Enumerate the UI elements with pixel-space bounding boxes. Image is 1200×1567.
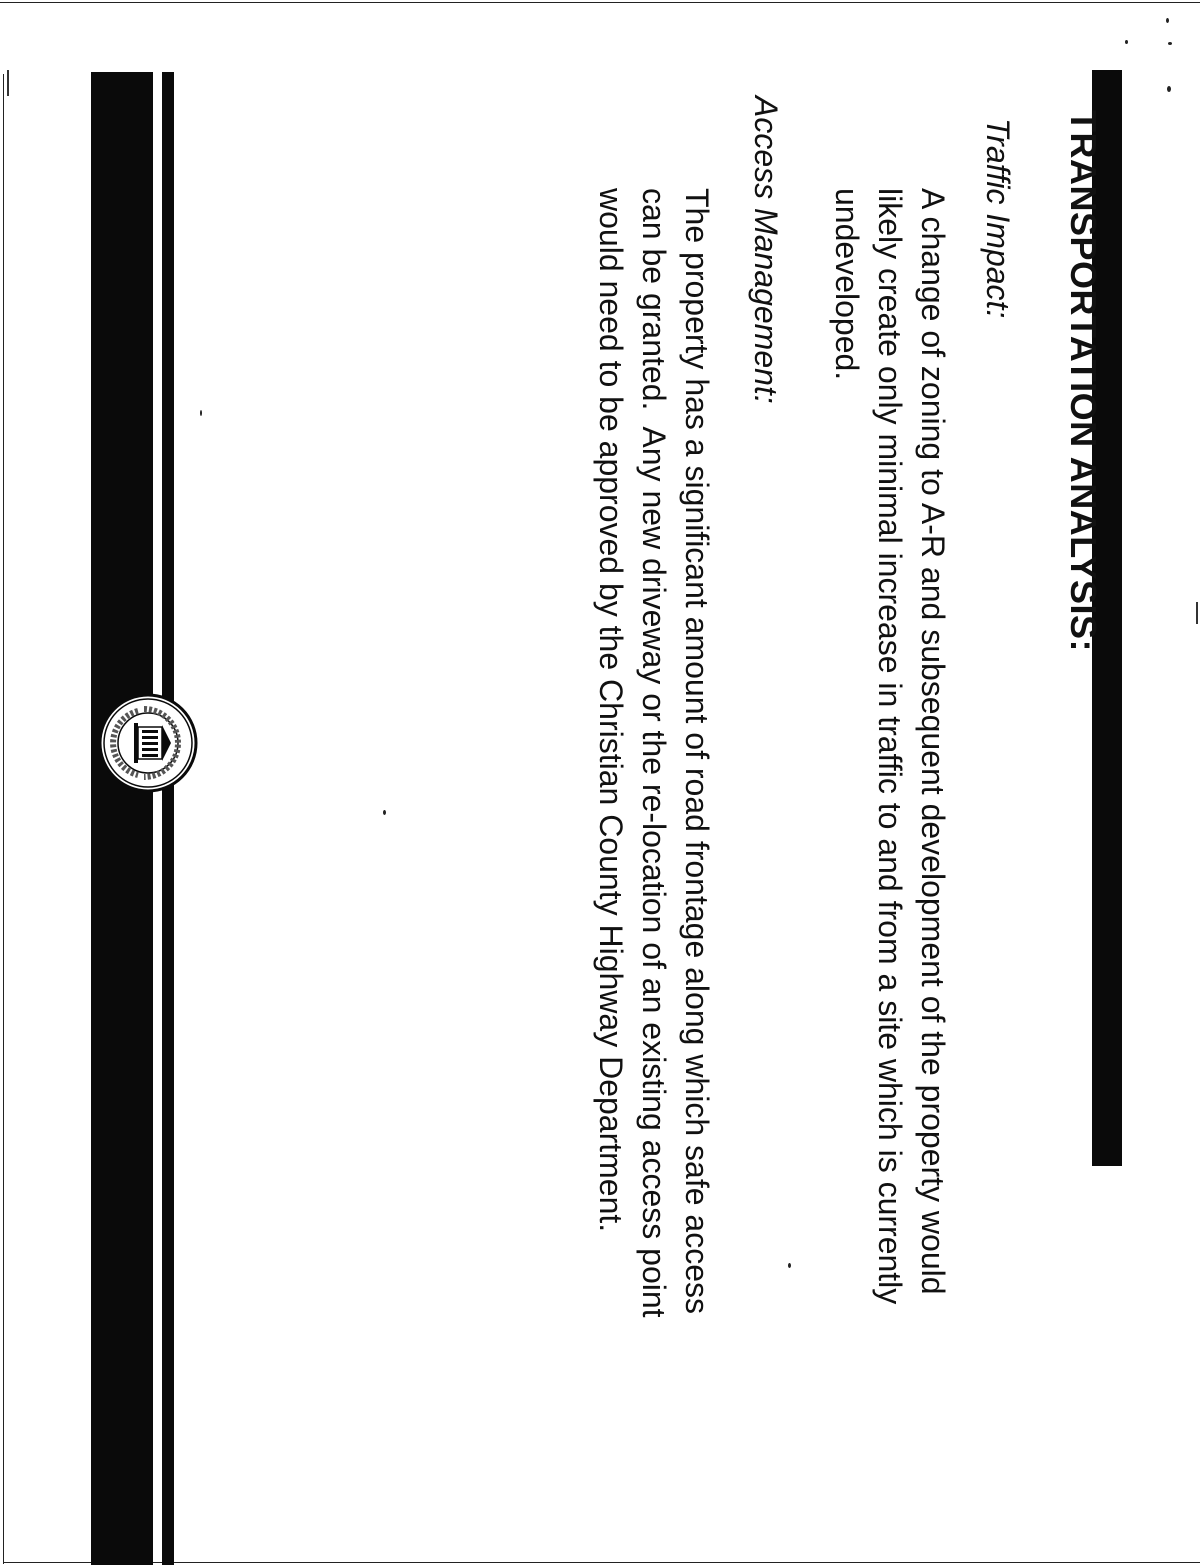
scan-mark: [1196, 602, 1198, 624]
body-line: can be granted. Any new driveway or the re-location of an existing access point: [636, 188, 672, 1318]
section-body-access-management: [589, 188, 718, 1318]
section-heading-access-management: Access Management:: [748, 96, 784, 404]
section-heading-traffic-impact: Traffic Impact:: [980, 118, 1016, 319]
scan-speck: [1166, 18, 1169, 23]
scan-edge-left: [3, 74, 4, 1564]
scan-speck: [1167, 86, 1171, 92]
section-body-traffic-impact: [825, 188, 954, 1304]
body-line: undeveloped.: [829, 188, 865, 381]
scan-mark: [7, 70, 9, 96]
slide-content: [120, 96, 1120, 1510]
body-line: would need to be approved by the Christian County Highway Department.: [593, 188, 629, 1233]
slide-title: TRANSPORTATION ANALYSIS:: [1063, 110, 1104, 653]
body-line: A change of zoning to A-R and subsequent development of the property would: [915, 188, 951, 1295]
scan-edge-bottom: [4, 1562, 1200, 1563]
scan-speck: [1168, 42, 1172, 45]
body-line: likely create only minimal increase in traffic to and from a site which is currently: [872, 188, 908, 1305]
scan-edge-top: [0, 2, 1200, 3]
scan-speck: [1125, 40, 1128, 44]
body-line: The property has a significant amount of road frontage along which safe access: [679, 188, 715, 1314]
